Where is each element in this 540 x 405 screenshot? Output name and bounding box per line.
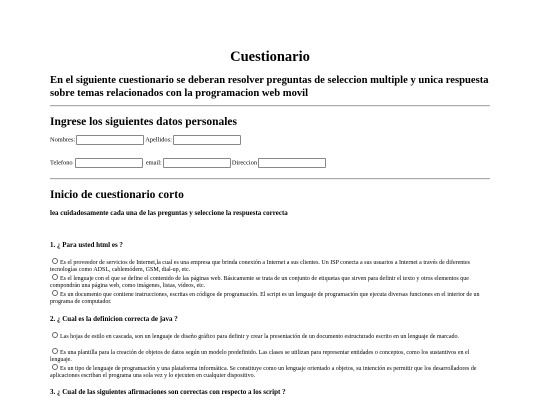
nombres-input[interactable] bbox=[76, 135, 144, 145]
radio-button[interactable] bbox=[52, 332, 58, 338]
intro-text: En el siguiente cuestionario se deberan resolver preguntas de seleccion multiple y unica respuesta sobre temas relacionados con la programacion web movil bbox=[50, 75, 489, 99]
question-2-option-3: Es un tipo de lenguaje de programación y una plataforma informática. Se constituye como un lenguaje orientado a objetos, su intención es permitir que los desarrolladores de aplicaciones escriban el programa una sola vez y lo ejecuten en cualquier dispositivo. bbox=[50, 366, 477, 380]
radio-button[interactable] bbox=[52, 290, 58, 296]
radio-button[interactable] bbox=[52, 258, 58, 264]
question-2: 2. ¿ Cual es la definicion correcta de java ? bbox=[50, 315, 178, 323]
question-1-option-2: Es el lenguaje con el que se define el contenido de las páginas web. Básicamente se trata de un conjunto de etiquetas que sirven para definir el texto y otros elementos que compondrán una página web, como imágenes, listas, vídeos, etc. bbox=[50, 276, 469, 290]
question-1-option-3: Es un documento que contiene instrucciones, escritas en códigos de programación. El script es un lenguaje de programación que ejecuta diversas funciones en el interior de un programa de computador. bbox=[50, 292, 480, 306]
quiz-instruction: lea cuidadosamente cada una de las preguntas y seleccione la respuesta correcta bbox=[50, 209, 288, 217]
question-1-option-1: Es el proveedor de servicios de Internet,la cual es una empresa que brinda conexión a Internet a sus clientes. Un ISP conecta a sus usuarios a Internet a través de diferentes tecnologías como ADSL, cablemódem, GSM, dial-up, etc. bbox=[50, 260, 470, 274]
direccion-input[interactable] bbox=[258, 158, 326, 168]
telefono-input[interactable] bbox=[75, 158, 143, 168]
divider bbox=[50, 105, 490, 107]
question-3: 3. ¿ Cual de las siguientes afirmaciones son correctas con respecto a los script ? bbox=[50, 388, 286, 396]
contact-row bbox=[50, 158, 327, 168]
question-1: 1. ¿ Para usted html es ? bbox=[50, 241, 123, 249]
apellidos-label: Apellidos: bbox=[145, 136, 172, 144]
question-2-option-1: Las hojas de estilo en cascada, son un lenguaje de diseño gráfico para definir y crear la presentación de un documento estructurado escrito en un lenguaje de marcado. bbox=[50, 332, 490, 341]
question-2-option-2: Es una plantilla para la creación de objetos de datos según un modelo predefinido. Las clases se utilizan para representar entidades o conceptos, como los sustantivos en el lenguaje. bbox=[50, 350, 470, 364]
radio-button[interactable] bbox=[52, 364, 58, 370]
telefono-label: Telefono bbox=[50, 159, 73, 167]
email-input[interactable] bbox=[163, 158, 231, 168]
page-title: Cuestionario bbox=[230, 49, 310, 65]
radio-button[interactable] bbox=[52, 348, 58, 354]
direccion-label: Direccion bbox=[231, 159, 258, 167]
personal-data-heading: Ingrese los siguientes datos personales bbox=[50, 116, 237, 128]
nombres-label: Nombres: bbox=[50, 136, 76, 144]
email-label: email: bbox=[145, 159, 162, 167]
quiz-heading: Inicio de cuestionario corto bbox=[50, 189, 184, 201]
name-row bbox=[50, 135, 242, 145]
divider bbox=[50, 178, 490, 180]
apellidos-input[interactable] bbox=[173, 135, 241, 145]
radio-button[interactable] bbox=[52, 274, 58, 280]
